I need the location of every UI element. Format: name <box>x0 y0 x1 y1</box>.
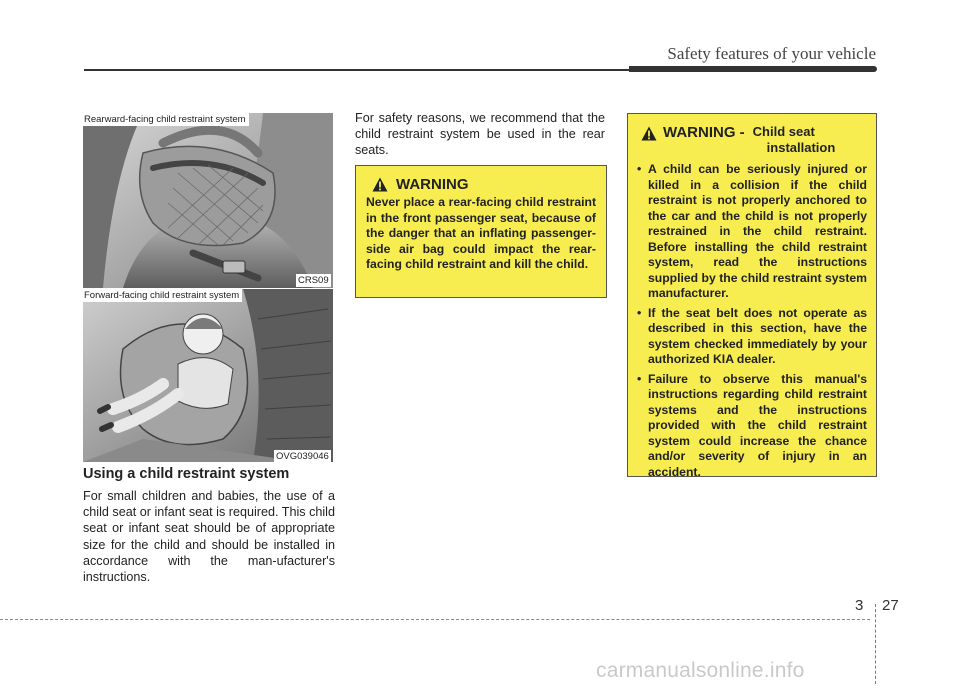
warning-title: WARNING <box>396 176 469 193</box>
warning-subtitle-cont: installation <box>766 140 836 155</box>
forward-facing-caption: Forward-facing child restraint system <box>83 289 242 302</box>
warning-box-front-seat <box>355 165 607 298</box>
warning-triangle-icon <box>641 126 657 141</box>
forward-facing-illustration <box>83 289 333 462</box>
watermark: carmanualsonline.info <box>596 659 805 682</box>
rear-facing-caption: Rearward-facing child restraint system <box>83 113 249 126</box>
warning-title: WARNING - <box>663 124 745 141</box>
warning-item: • Failure to observe this manual's instructions regarding child restraint systems and the instructions provided with the child restraint system could increase the chance and/or severity of injury in an accident. <box>637 372 867 481</box>
warning-item: • A child can be seriously injured or killed in a collision if the child restraint is not properly anchored to the car and the child is not properly restrained in the child restraint. Before installing the child restraint system, read the instructions supplied by the child restraint system manufacturer. <box>637 162 867 302</box>
warning-subtitle: Child seat <box>752 124 815 139</box>
warning-item: • If the seat belt does not operate as described in this section, have the system checked immediately by your authorized KIA dealer. <box>637 306 867 368</box>
warning-header <box>637 124 867 156</box>
warning-triangle-icon <box>372 177 388 192</box>
rear-facing-illustration <box>83 113 333 288</box>
page-number: 27 <box>882 597 899 614</box>
header-rule <box>84 69 629 71</box>
warning-list <box>637 162 867 480</box>
warning-header <box>366 176 596 193</box>
chapter-number: 3 <box>855 597 864 614</box>
section-title: Safety features of your vehicle <box>667 44 876 63</box>
warning-text: Never place a rear-facing child restraint in the front passenger seat, because of the danger that an inflating passenger-side air bag could impact the rear-facing child restraint and kill the child. <box>366 195 596 272</box>
forward-facing-figure-code: OVG039046 <box>276 451 329 462</box>
footer-separator <box>875 604 877 684</box>
section-heading: Using a child restraint system <box>83 466 290 482</box>
body-paragraph: For small children and babies, the use of a child seat or infant seat is required. This child seat or infant seat should be of appropriate size for the child and should be installed in accordance with the man-ufacturer's instructions. <box>83 489 335 585</box>
warning-box-installation <box>627 113 877 477</box>
header-rule-accent <box>629 66 877 72</box>
rear-facing-figure-code: CRS09 <box>298 275 329 286</box>
footer-rule <box>0 619 870 620</box>
recommendation-paragraph: For safety reasons, we recommend that the child restraint system be used in the rear seats. <box>355 111 605 158</box>
